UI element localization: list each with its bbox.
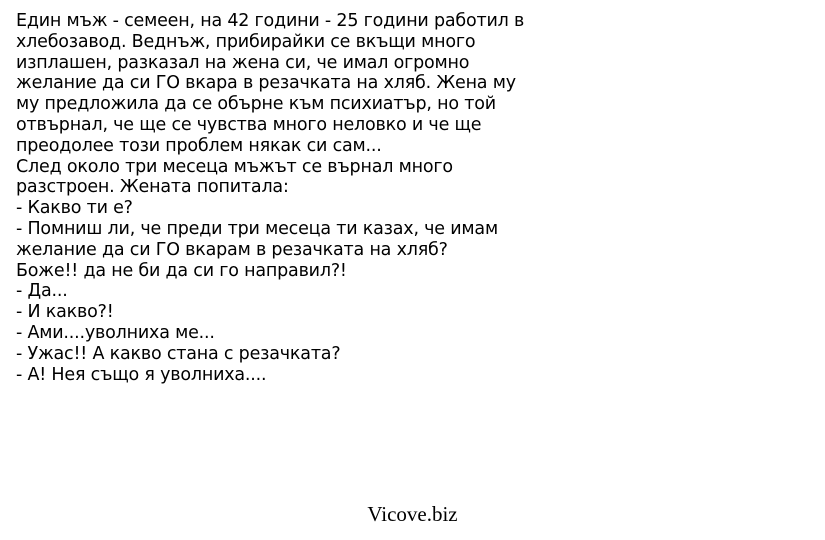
dialogue-line: - Какво ти е? — [16, 198, 133, 219]
story-line: разстроен. Жената попитала: — [16, 177, 289, 198]
story-line: хлебозавод. Веднъж, прибирайки се вкъщи много — [16, 31, 476, 52]
site-watermark: Vicove.biz — [367, 502, 458, 526]
story-line: След около три месеца мъжът се върнал много — [16, 156, 453, 177]
dialogue-line: - А! Нея също я уволниха.... — [16, 364, 267, 385]
story-line: му предложила да се обърне към психиатър, но той — [16, 94, 496, 115]
dialogue-line: желание да си ГО вкарам в резачката на хляб? — [16, 239, 448, 260]
story-line: преодолее този проблем някак си сам... — [16, 135, 382, 156]
dialogue-line: Боже!! да не би да си го направил?! — [16, 260, 347, 281]
story-line: желание да си ГО вкара в резачката на хляб. Жена му — [16, 73, 516, 94]
dialogue-line: - Помниш ли, че преди три месеца ти казах, че имам — [16, 218, 498, 239]
story-line: отвърнал, че ще се чувства много неловко и че ще — [16, 114, 482, 135]
story-line: Един мъж - семеен, на 42 години - 25 години работил в — [16, 11, 525, 31]
dialogue-line: - Ами....уволниха ме... — [16, 322, 215, 343]
dialogue-line: - И какво?! — [16, 302, 114, 323]
dialogue-line: - Ужас!! А какво стана с резачката? — [16, 343, 341, 364]
story-line: изплашен, разказал на жена си, че имал огромно — [16, 52, 470, 73]
story-text — [16, 11, 816, 385]
dialogue-line: - Да... — [16, 281, 68, 302]
